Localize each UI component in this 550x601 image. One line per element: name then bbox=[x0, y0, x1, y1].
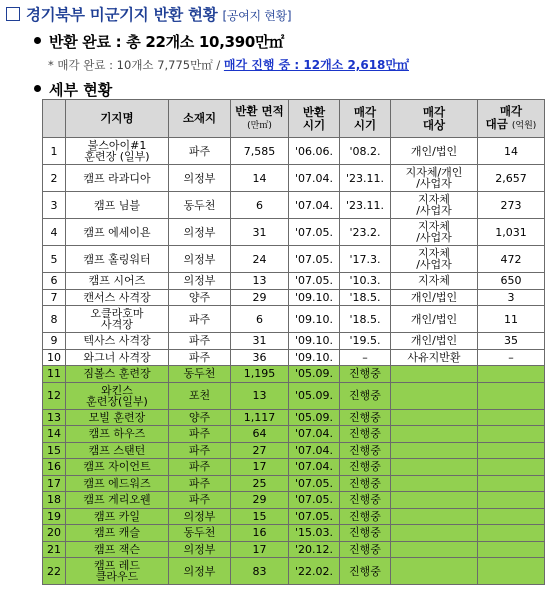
cell-area: 25 bbox=[231, 475, 289, 492]
cell-name: 텍사스 사격장 bbox=[66, 333, 169, 350]
cell-location: 파주 bbox=[169, 349, 231, 366]
cell-no: 2 bbox=[43, 165, 66, 192]
cell-sale-price bbox=[478, 475, 545, 492]
cell-return-time: '05.09. bbox=[289, 409, 340, 426]
cell-return-time: '20.12. bbox=[289, 541, 340, 558]
cell-location: 포천 bbox=[169, 382, 231, 409]
cell-sale-time: '23.2. bbox=[340, 219, 391, 246]
table-row bbox=[43, 306, 545, 333]
cell-sale-time: '19.5. bbox=[340, 333, 391, 350]
bases-table bbox=[42, 99, 545, 585]
title-sub: [공여지 현황] bbox=[222, 9, 292, 23]
cell-area: 17 bbox=[231, 459, 289, 476]
cell-name: 캠프 시어즈 bbox=[66, 273, 169, 290]
cell-no: 14 bbox=[43, 426, 66, 443]
cell-area: 29 bbox=[231, 289, 289, 306]
table-row bbox=[43, 333, 545, 350]
cell-sale-price: 14 bbox=[478, 138, 545, 165]
cell-location: 파주 bbox=[169, 492, 231, 509]
col-header-name: 기지명 bbox=[66, 100, 169, 138]
cell-sale-target bbox=[391, 492, 478, 509]
cell-area: 15 bbox=[231, 508, 289, 525]
cell-sale-price: 472 bbox=[478, 246, 545, 273]
table-header-row bbox=[43, 100, 545, 138]
cell-sale-time: 진행중 bbox=[340, 558, 391, 585]
cell-sale-price bbox=[478, 366, 545, 383]
cell-no: 10 bbox=[43, 349, 66, 366]
cell-return-time: '07.05. bbox=[289, 475, 340, 492]
table-row bbox=[43, 138, 545, 165]
cell-no: 5 bbox=[43, 246, 66, 273]
table-row bbox=[43, 382, 545, 409]
section-title bbox=[34, 79, 112, 100]
cell-sale-price bbox=[478, 508, 545, 525]
cell-sale-time: '08.2. bbox=[340, 138, 391, 165]
cell-area: 27 bbox=[231, 442, 289, 459]
cell-area: 6 bbox=[231, 192, 289, 219]
cell-no: 20 bbox=[43, 525, 66, 542]
cell-sale-price: 2,657 bbox=[478, 165, 545, 192]
cell-sale-target bbox=[391, 459, 478, 476]
cell-location: 파주 bbox=[169, 306, 231, 333]
cell-sale-price: – bbox=[478, 349, 545, 366]
cell-sale-target: 지자체 /사업자 bbox=[391, 219, 478, 246]
cell-sale-price: 650 bbox=[478, 273, 545, 290]
cell-return-time: '07.05. bbox=[289, 492, 340, 509]
cell-location: 의정부 bbox=[169, 558, 231, 585]
table-row bbox=[43, 246, 545, 273]
cell-name: 캠프 스탠턴 bbox=[66, 442, 169, 459]
cell-sale-target bbox=[391, 558, 478, 585]
table-row bbox=[43, 273, 545, 290]
cell-no: 9 bbox=[43, 333, 66, 350]
cell-sale-time: – bbox=[340, 349, 391, 366]
cell-sale-time: '18.5. bbox=[340, 289, 391, 306]
cell-location: 의정부 bbox=[169, 541, 231, 558]
table-row bbox=[43, 442, 545, 459]
cell-sale-price: 1,031 bbox=[478, 219, 545, 246]
cell-no: 15 bbox=[43, 442, 66, 459]
cell-return-time: '07.04. bbox=[289, 442, 340, 459]
cell-area: 7,585 bbox=[231, 138, 289, 165]
cell-area: 16 bbox=[231, 525, 289, 542]
cell-sale-time: 진행중 bbox=[340, 409, 391, 426]
table-row bbox=[43, 492, 545, 509]
cell-name: 캠프 레드 클라우드 bbox=[66, 558, 169, 585]
cell-area: 31 bbox=[231, 333, 289, 350]
cell-sale-time: 진행중 bbox=[340, 426, 391, 443]
cell-sale-price: 273 bbox=[478, 192, 545, 219]
col-header-no bbox=[43, 100, 66, 138]
cell-sale-price bbox=[478, 442, 545, 459]
cell-return-time: '07.05. bbox=[289, 273, 340, 290]
cell-name: 오클라호마 사격장 bbox=[66, 306, 169, 333]
cell-area: 36 bbox=[231, 349, 289, 366]
page-title bbox=[6, 3, 291, 25]
cell-sale-time: '23.11. bbox=[340, 165, 391, 192]
price-label: 매각 대금 bbox=[485, 103, 523, 131]
cell-sale-time: 진행중 bbox=[340, 442, 391, 459]
cell-name: 캠프 에드워즈 bbox=[66, 475, 169, 492]
bullet-icon bbox=[34, 37, 41, 44]
section-title-text: 세부 현황 bbox=[49, 81, 113, 99]
cell-area: 83 bbox=[231, 558, 289, 585]
cell-return-time: '07.04. bbox=[289, 459, 340, 476]
cell-sale-time: 진행중 bbox=[340, 366, 391, 383]
cell-sale-target: 개인/법인 bbox=[391, 289, 478, 306]
cell-return-time: '06.06. bbox=[289, 138, 340, 165]
cell-return-time: '07.05. bbox=[289, 508, 340, 525]
cell-no: 17 bbox=[43, 475, 66, 492]
cell-sale-price bbox=[478, 409, 545, 426]
cell-location: 의정부 bbox=[169, 508, 231, 525]
col-header-sale-time: 매각 시기 bbox=[340, 100, 391, 138]
table-row bbox=[43, 508, 545, 525]
cell-location: 파주 bbox=[169, 442, 231, 459]
cell-sale-target bbox=[391, 382, 478, 409]
cell-sale-target bbox=[391, 426, 478, 443]
cell-sale-price bbox=[478, 525, 545, 542]
table-row bbox=[43, 558, 545, 585]
bullet-icon bbox=[34, 85, 41, 92]
cell-sale-price: 11 bbox=[478, 306, 545, 333]
table-row bbox=[43, 219, 545, 246]
cell-area: 29 bbox=[231, 492, 289, 509]
cell-area: 1,117 bbox=[231, 409, 289, 426]
cell-area: 1,195 bbox=[231, 366, 289, 383]
cell-no: 7 bbox=[43, 289, 66, 306]
cell-name: 모빌 훈련장 bbox=[66, 409, 169, 426]
title-text: 경기북부 미군기지 반환 현황 bbox=[26, 6, 218, 24]
cell-sale-target: 사유지반환 bbox=[391, 349, 478, 366]
cell-area: 14 bbox=[231, 165, 289, 192]
cell-name: 캠프 캐슬 bbox=[66, 525, 169, 542]
table-row bbox=[43, 426, 545, 443]
cell-location: 파주 bbox=[169, 426, 231, 443]
cell-location: 양주 bbox=[169, 289, 231, 306]
cell-sale-target: 지자체/개인 /사업자 bbox=[391, 165, 478, 192]
cell-name: 캠프 님블 bbox=[66, 192, 169, 219]
cell-name: 캔서스 사격장 bbox=[66, 289, 169, 306]
cell-sale-time: 진행중 bbox=[340, 382, 391, 409]
cell-sale-target bbox=[391, 508, 478, 525]
cell-sale-price bbox=[478, 558, 545, 585]
col-header-sale-target: 매각 대상 bbox=[391, 100, 478, 138]
cell-area: 13 bbox=[231, 273, 289, 290]
cell-no: 19 bbox=[43, 508, 66, 525]
cell-return-time: '07.05. bbox=[289, 246, 340, 273]
cell-no: 4 bbox=[43, 219, 66, 246]
summary-returned bbox=[34, 31, 284, 52]
cell-return-time: '07.05. bbox=[289, 219, 340, 246]
table-row bbox=[43, 165, 545, 192]
table-row bbox=[43, 192, 545, 219]
col-header-return-time: 반환 시기 bbox=[289, 100, 340, 138]
cell-name: 짐볼스 훈련장 bbox=[66, 366, 169, 383]
cell-area: 13 bbox=[231, 382, 289, 409]
cell-return-time: '09.10. bbox=[289, 349, 340, 366]
col-header-area bbox=[231, 100, 289, 138]
cell-return-time: '09.10. bbox=[289, 306, 340, 333]
cell-location: 동두천 bbox=[169, 366, 231, 383]
cell-sale-target: 지자체 /사업자 bbox=[391, 246, 478, 273]
cell-no: 1 bbox=[43, 138, 66, 165]
cell-sale-price bbox=[478, 459, 545, 476]
cell-return-time: '07.04. bbox=[289, 192, 340, 219]
cell-no: 11 bbox=[43, 366, 66, 383]
cell-sale-price: 35 bbox=[478, 333, 545, 350]
cell-sale-target bbox=[391, 366, 478, 383]
cell-return-time: '09.10. bbox=[289, 289, 340, 306]
table-row bbox=[43, 349, 545, 366]
table-row bbox=[43, 366, 545, 383]
cell-location: 파주 bbox=[169, 333, 231, 350]
table-row bbox=[43, 289, 545, 306]
cell-area: 24 bbox=[231, 246, 289, 273]
cell-location: 의정부 bbox=[169, 165, 231, 192]
price-unit: (억원) bbox=[511, 120, 537, 131]
cell-sale-target bbox=[391, 409, 478, 426]
cell-sale-time: 진행중 bbox=[340, 541, 391, 558]
cell-location: 파주 bbox=[169, 459, 231, 476]
cell-return-time: '07.04. bbox=[289, 426, 340, 443]
cell-no: 22 bbox=[43, 558, 66, 585]
cell-no: 16 bbox=[43, 459, 66, 476]
cell-sale-price bbox=[478, 541, 545, 558]
cell-sale-target: 개인/법인 bbox=[391, 306, 478, 333]
checkbox-square-icon bbox=[6, 7, 20, 21]
summary-returned-text: 반환 완료 : 총 22개소 10,390만㎡ bbox=[49, 33, 284, 51]
cell-location: 의정부 bbox=[169, 246, 231, 273]
cell-sale-time: 진행중 bbox=[340, 492, 391, 509]
cell-sale-target: 지자체 bbox=[391, 273, 478, 290]
cell-location: 파주 bbox=[169, 138, 231, 165]
cell-return-time: '22.02. bbox=[289, 558, 340, 585]
cell-return-time: '05.09. bbox=[289, 366, 340, 383]
cell-sale-time: 진행중 bbox=[340, 525, 391, 542]
cell-name: 캠프 자이언트 bbox=[66, 459, 169, 476]
cell-location: 동두천 bbox=[169, 525, 231, 542]
cell-no: 8 bbox=[43, 306, 66, 333]
cell-name: 와킨스 훈련장(일부) bbox=[66, 382, 169, 409]
cell-name: 캠프 에세이욘 bbox=[66, 219, 169, 246]
cell-no: 12 bbox=[43, 382, 66, 409]
cell-location: 파주 bbox=[169, 475, 231, 492]
cell-sale-target bbox=[391, 525, 478, 542]
cell-name: 캠프 게리오웬 bbox=[66, 492, 169, 509]
cell-return-time: '09.10. bbox=[289, 333, 340, 350]
cell-no: 21 bbox=[43, 541, 66, 558]
cell-name: 캠프 홀링워터 bbox=[66, 246, 169, 273]
cell-location: 동두천 bbox=[169, 192, 231, 219]
cell-sale-target bbox=[391, 442, 478, 459]
col-header-location: 소재지 bbox=[169, 100, 231, 138]
cell-sale-time: '17.3. bbox=[340, 246, 391, 273]
cell-location: 양주 bbox=[169, 409, 231, 426]
cell-name: 와그너 사격장 bbox=[66, 349, 169, 366]
cell-area: 17 bbox=[231, 541, 289, 558]
table-row bbox=[43, 475, 545, 492]
cell-name: 캠프 카일 bbox=[66, 508, 169, 525]
cell-name: 캠프 잭슨 bbox=[66, 541, 169, 558]
cell-no: 6 bbox=[43, 273, 66, 290]
cell-sale-time: '23.11. bbox=[340, 192, 391, 219]
table-row bbox=[43, 541, 545, 558]
cell-area: 64 bbox=[231, 426, 289, 443]
cell-location: 의정부 bbox=[169, 273, 231, 290]
cell-name: 캠프 하우즈 bbox=[66, 426, 169, 443]
cell-no: 3 bbox=[43, 192, 66, 219]
cell-sale-price: 3 bbox=[478, 289, 545, 306]
cell-no: 13 bbox=[43, 409, 66, 426]
cell-sale-target bbox=[391, 541, 478, 558]
cell-name: 불스아이#1 훈련장 (일부) bbox=[66, 138, 169, 165]
cell-sale-price bbox=[478, 492, 545, 509]
table-row bbox=[43, 459, 545, 476]
cell-area: 31 bbox=[231, 219, 289, 246]
cell-sale-time: 진행중 bbox=[340, 459, 391, 476]
cell-sale-target: 지자체 /사업자 bbox=[391, 192, 478, 219]
cell-name: 캠프 라과디아 bbox=[66, 165, 169, 192]
cell-sale-price bbox=[478, 426, 545, 443]
cell-sale-target: 개인/법인 bbox=[391, 138, 478, 165]
table-row bbox=[43, 409, 545, 426]
sale-done-text: * 매각 완료 : 10개소 7,775만㎡ / bbox=[48, 58, 221, 72]
cell-sale-time: 진행중 bbox=[340, 508, 391, 525]
col-header-sale-price bbox=[478, 100, 545, 138]
cell-return-time: '15.03. bbox=[289, 525, 340, 542]
cell-location: 의정부 bbox=[169, 219, 231, 246]
area-unit: (만㎡) bbox=[247, 120, 272, 131]
sale-progress-text: 매각 진행 중 : 12개소 2,618만㎡ bbox=[223, 58, 409, 72]
cell-sale-target bbox=[391, 475, 478, 492]
cell-sale-target: 개인/법인 bbox=[391, 333, 478, 350]
cell-return-time: '07.04. bbox=[289, 165, 340, 192]
cell-sale-time: '18.5. bbox=[340, 306, 391, 333]
cell-area: 6 bbox=[231, 306, 289, 333]
cell-sale-time: 진행중 bbox=[340, 475, 391, 492]
area-label: 반환 면적 bbox=[235, 103, 284, 118]
cell-return-time: '05.09. bbox=[289, 382, 340, 409]
cell-sale-price bbox=[478, 382, 545, 409]
cell-sale-time: '10.3. bbox=[340, 273, 391, 290]
summary-sale bbox=[48, 56, 409, 73]
table-row bbox=[43, 525, 545, 542]
cell-no: 18 bbox=[43, 492, 66, 509]
